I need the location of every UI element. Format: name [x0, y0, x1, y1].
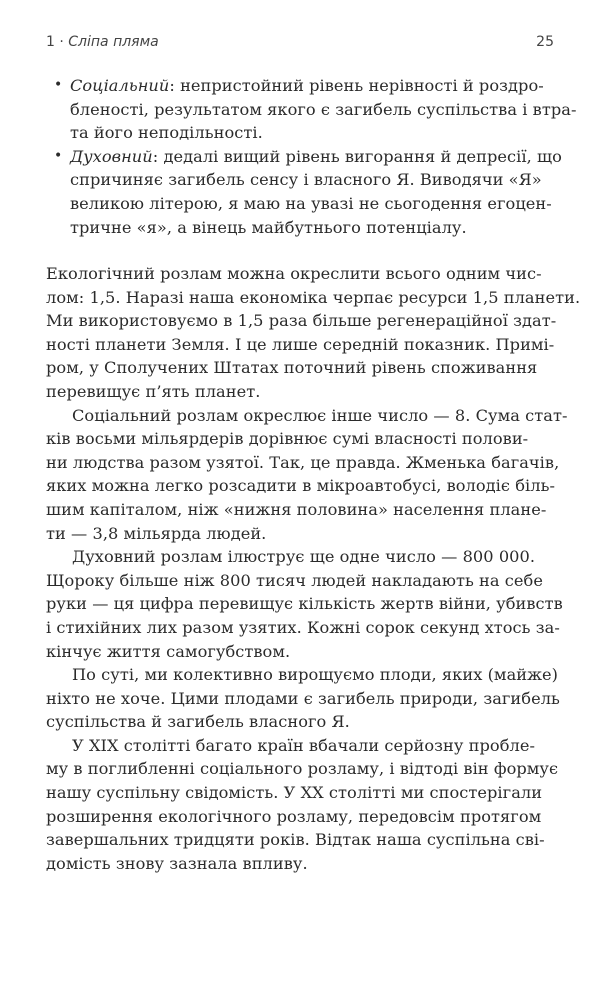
chapter-title: Сліпа пляма [68, 34, 159, 50]
paragraph-spiritual [46, 545, 563, 663]
bullet-marker: • [54, 77, 63, 93]
paragraph-history [46, 734, 558, 876]
text-line: По суті, ми колективно вирощуємо плоди, яких (майже) [72, 665, 559, 685]
page-number: 25 [536, 34, 554, 50]
bullet-line: та його неподільності. [70, 123, 263, 143]
bullet-line: Духовний: дедалі вищий рівень вигорання й депресії, що [70, 146, 562, 166]
bullet-term: Соціальний [70, 76, 170, 95]
bullet-item-spiritual [46, 145, 562, 239]
bullet-line: спричиняє загибель сенсу і власного Я. Виводячи «Я» [70, 170, 542, 190]
text-line: лом: 1,5. Наразі наша економіка черпає ресурси 1,5 планети. [46, 287, 581, 307]
text-line: ків восьми мільярдерів дорівнює сумі власності полови- [46, 429, 529, 449]
text-line: Ми використовуємо в 1,5 раза більше регенераційної здат- [46, 311, 557, 331]
text-line: ром, у Сполучених Штатах поточний рівень споживання [46, 358, 538, 378]
text-line: і стихійних лих разом узятих. Кожні сорок секунд хтось за- [46, 617, 560, 637]
body-text [46, 262, 581, 875]
chapter-separator: · [59, 34, 64, 50]
bullet-term: Духовний [70, 146, 153, 166]
bullet-line: бленості, результатом якого є загибель суспільства і втра- [70, 99, 577, 119]
bullet-list [46, 74, 577, 239]
running-header [46, 34, 554, 56]
text-line: ти — 3,8 мільярда людей. [46, 523, 267, 543]
text-line: ності планети Земля. І це лише середній показник. Примі- [46, 334, 555, 354]
text-line: яких можна легко розсадити в мікроавтобусі, володіє біль- [46, 476, 555, 496]
text-line: шим капіталом, ніж «нижня половина» населення плане- [46, 499, 547, 519]
text-line: ни людства разом узятої. Так, це правда. Жменька багачів, [46, 452, 560, 472]
paragraph-social [46, 404, 568, 546]
text-line: У XIX столітті багато країн вбачали серйозну пробле- [72, 735, 535, 755]
text-line: суспільства й загибель власного Я. [46, 712, 350, 732]
chapter-number: 1 [46, 34, 55, 50]
text-line: Духовний розлам ілюструє ще одне число — 800 000. [72, 547, 536, 567]
text-line: домість знову зазнала впливу. [46, 853, 308, 873]
bullet-item-social [46, 74, 577, 145]
bullet-line: тричне «я», а вінець майбутнього потенціалу. [70, 217, 467, 237]
paragraph-ecological [46, 262, 581, 404]
text-line: нашу суспільну свідомість. У XX столітті ми спостерігали [46, 783, 543, 803]
text-line: Щороку більше ніж 800 тисяч людей накладають на себе [46, 570, 543, 590]
text-line: завершальних тридцяти років. Відтак наша суспільна сві- [46, 830, 545, 850]
text-line: ніхто не хоче. Цими плодами є загибель природи, загибель [46, 688, 560, 708]
text-line: перевищує п’ять планет. [46, 381, 261, 401]
text-line: розширення екологічного розламу, передовсім протягом [46, 806, 542, 826]
bullet-line: Соціальний: непристойний рівень нерівності й роздро- [70, 76, 544, 95]
chapter-label [46, 34, 159, 50]
text-line: руки — ця цифра перевищує кількість жертв війни, убивств [46, 594, 563, 614]
text-line: Соціальний розлам окреслює інше число — 8. Сума стат- [72, 405, 568, 425]
text-line: Екологічний розлам можна окреслити всього одним чис- [46, 264, 542, 283]
text-line: му в поглибленні соціального розламу, і відтоді він формує [46, 759, 559, 779]
bullet-line: великою літерою, я маю на увазі не сьогодення егоцен- [70, 193, 552, 213]
paragraph-fruits [46, 663, 558, 734]
bullet-marker: • [54, 147, 63, 164]
text-line: кінчує життя самогубством. [46, 641, 291, 661]
